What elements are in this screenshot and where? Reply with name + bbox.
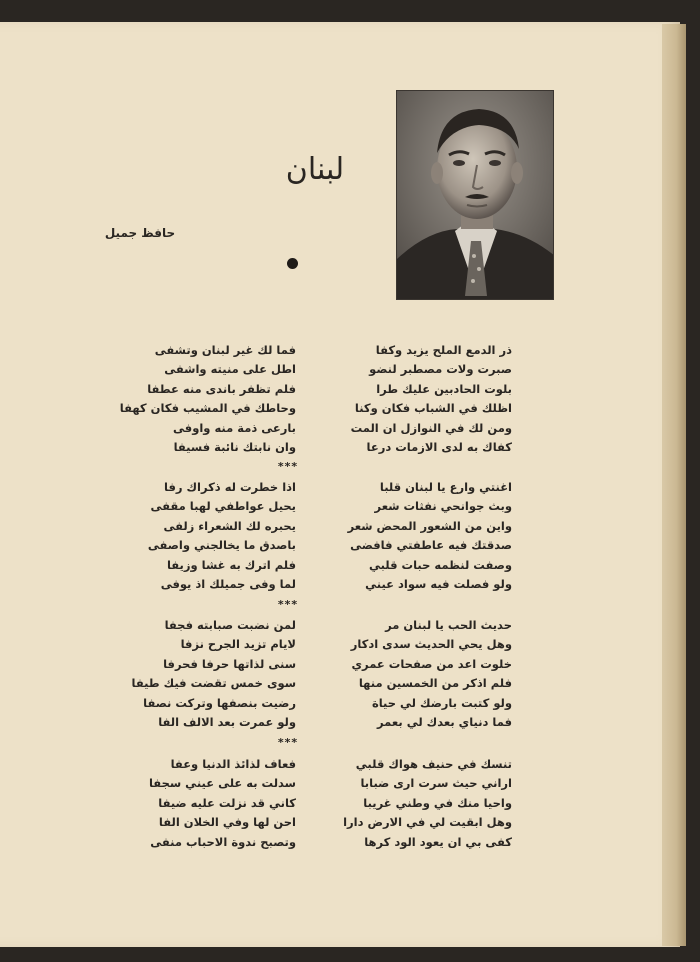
verse-line: فلم اذكر من الخمسين منها <box>358 676 512 691</box>
stanza-4-left-column <box>100 755 296 852</box>
verse-line: احن لها وفي الخلان الفا <box>158 815 296 830</box>
stanza-2-right-column <box>316 478 512 594</box>
verse-line: كاني قد نزلت عليه ضيفا <box>158 795 296 810</box>
author-portrait <box>396 90 554 300</box>
verse-line: ولو عمرت بعد الالف الفا <box>158 714 296 729</box>
verse-line: واحيا منك في وطني غريبا <box>363 795 512 810</box>
verse-line: لمن نضبت صبابته فجفا <box>164 618 296 632</box>
verse-line: فما لك غير لبنان وتشفى <box>154 343 296 357</box>
verse-line: اراني حيث سرت ارى ضبابا <box>360 776 512 791</box>
verse-line: اظلك في الشباب فكان وكنا <box>354 401 512 416</box>
verse-line: وبث جوانحي نفثات شعر <box>374 499 512 514</box>
verse-line: يحيل عواطفي لهبا مقفى <box>150 499 296 514</box>
verse-line: كفاك به لدى الازمات درعا <box>366 439 512 454</box>
verse-line: وصفت لنظمه حبات قلبي <box>368 557 512 572</box>
verse-line: سدلت به على عيني سجفا <box>148 776 296 791</box>
stanza-1-right-column <box>316 341 512 457</box>
verse-line: وتصبح ندوة الاحباب منفى <box>150 834 296 849</box>
verse-line: خلوت اعد من صفحات عمري <box>351 656 512 671</box>
verse-line: كفى بي ان يعود الود كرها <box>364 834 512 849</box>
verse-line: ذر الدمع الملح يزيد وكفا <box>375 343 512 357</box>
verse-line: سوى خمس تقضت فيك طيفا <box>131 676 296 691</box>
verse-line: اغنتي وارع يا لبنان قلبا <box>379 480 512 494</box>
verse-line: رضيت بنصفها وتركت نصفا <box>143 695 296 710</box>
page-edge <box>662 24 686 946</box>
verse-line: فلم تظفر باندى منه عطفا <box>147 381 296 396</box>
verse-line: ومن لك في النوازل ان المت <box>350 420 512 435</box>
page-title: لبنان <box>285 152 345 187</box>
verse-line: وحاطك في المشيب فكان كهفا <box>119 401 296 416</box>
stanza-separator: *** <box>277 598 299 611</box>
stanza-3-right-column <box>316 616 512 732</box>
author-name: حافظ جميل <box>104 226 176 240</box>
verse-line: فما دنياي بعدك لي بعمر <box>377 714 512 729</box>
verse-line: لايام تزيد الجرح نزفا <box>180 637 296 652</box>
stanza-separator: *** <box>277 736 299 749</box>
verse-line: باصدق ما يخالجني واصفى <box>147 538 296 553</box>
verse-line: بارعى ذمة منه واوفى <box>173 420 296 435</box>
stanza-2-left-column <box>100 478 296 594</box>
verse-line: واين من الشعور المحض شعر <box>347 518 512 533</box>
verse-line: سنى لذاتها حرفا فحرفا <box>163 656 296 671</box>
stanza-separator: *** <box>277 460 299 473</box>
verse-line: وهل يحي الحديث سدى ادكار <box>350 637 512 652</box>
verse-line: صبرت ولات مصطبر لنضو <box>369 362 512 377</box>
verse-line: وان نابتك نائبة فسيفا <box>173 439 296 454</box>
verse-line: وهل ابقيت لي في الارض دارا <box>343 815 512 830</box>
verse-line: بلوت الحادبين عليك طرا <box>376 381 512 396</box>
verse-line: اطل على منيته واشفى <box>164 362 296 377</box>
portrait-photo-icon <box>397 91 554 300</box>
stanza-4-right-column <box>316 755 512 852</box>
verse-line: فلم اترك به غشا وزيفا <box>166 557 296 572</box>
verse-line: اذا خطرت له ذكراك رفا <box>164 480 296 494</box>
verse-line: صدقتك فيه عاطفتي فافضى <box>350 538 512 553</box>
verse-line: ولو كتبت بارضك لي حياة <box>371 695 512 710</box>
verse-line: يحبره لك الشعراء زلفى <box>163 518 296 533</box>
stanza-1-left-column <box>100 341 296 457</box>
decorative-dot <box>287 258 298 269</box>
verse-line: لما وفى جميلك اذ يوفى <box>160 576 296 591</box>
verse-line: تنسك في حنيف هواك قلبي <box>355 757 512 771</box>
verse-line: حديث الحب يا لبنان مر <box>385 618 512 632</box>
stanza-3-left-column <box>100 616 296 732</box>
verse-line: فعاف لذائذ الدنيا وعفا <box>170 757 296 771</box>
verse-line: ولو فصلت فيه سواد عيني <box>365 576 512 591</box>
